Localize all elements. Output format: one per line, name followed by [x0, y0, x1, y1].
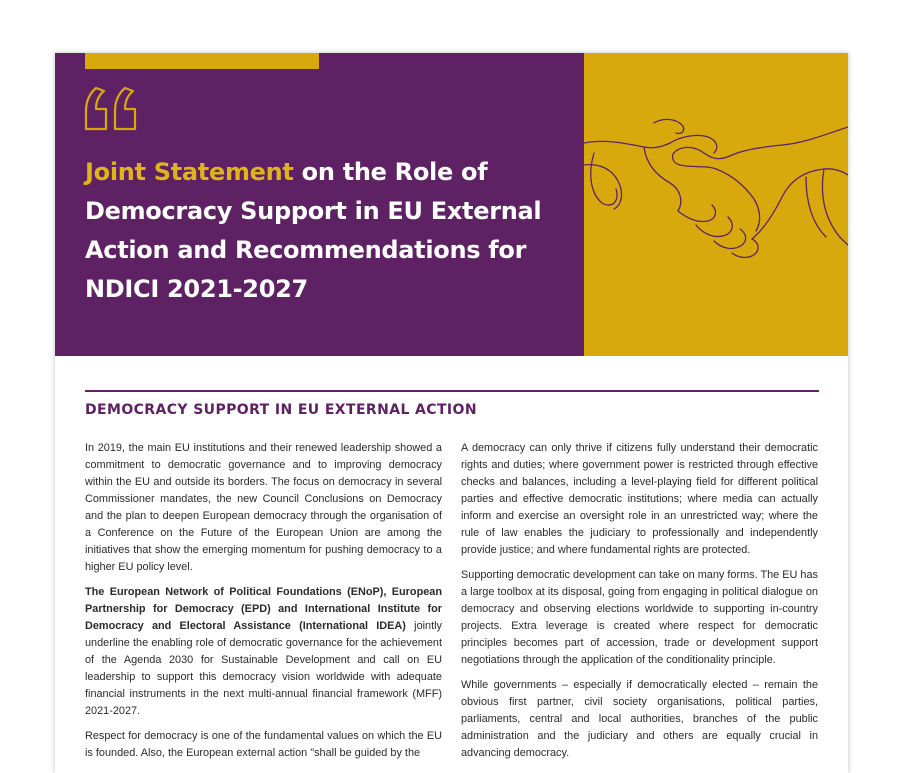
section-heading: DEMOCRACY SUPPORT IN EU EXTERNAL ACTION [85, 402, 477, 418]
title-rest: on the Role of Democracy Support in EU External Action and Recommendations for NDICI 2021-2027 [85, 158, 542, 303]
left-paragraph-1: In 2019, the main EU institutions and their renewed leadership showed a commitment to democratic governance and to improving democracy within the EU and outside its borders. The focus on democracy in several Commissioner mandates, the new Council Conclusions on Democracy and the plan to deepen European democracy through the organisation of a Conference on the Future of the European Union are among the initiatives that show the emerging momentum for pushing democracy to a higher EU policy level. [85, 442, 442, 573]
section-divider [85, 390, 819, 392]
right-column [461, 440, 818, 770]
handshake-line-art [584, 113, 848, 293]
right-paragraph-2: Supporting democratic development can take on many forms. The EU has a large toolbox at its disposal, going from engaging in political dialogue on democracy and observing elections worldwide to supporting in-country projects. Extra leverage is created where respect for democratic principles becomes part of accession, trade or development support negotiations through the application of the conditionality principle. [461, 569, 818, 666]
quote-mark-icon [84, 84, 144, 134]
accent-bar [85, 53, 319, 69]
left-paragraph-3: Respect for democracy is one of the fundamental values on which the EU is founded. Also, the European external action "shall be guided by the [85, 730, 442, 759]
document-page [55, 53, 848, 773]
left-paragraph-2 [85, 584, 442, 720]
right-paragraph-1: A democracy can only thrive if citizens fully understand their democratic rights and duties; where government power is restricted through effective checks and balances, including a level-playing field for different political parties and effective democratic institutions; where media can actually inform and exercise an oversight role in an unrestricted way; where the rule of law enables the judiciary to professionally and independently provide justice; and where fundamental rights are protected. [461, 442, 818, 556]
left-paragraph-2-rest: jointly underline the enabling role of democratic governance for the achievement of the Agenda 2030 for Sustainable Development and call on EU leadership to support this democracy vision worldwide with adequate financial instruments in the next multi-annual financial framework (MFF) 2021-2027. [85, 620, 443, 717]
hero-illustration-panel [584, 53, 848, 356]
title-highlight: Joint Statement [85, 158, 294, 186]
right-paragraph-3: While governments – especially if democratically elected – remain the obvious first partner, civil society organisations, political parties, parliaments, central and local authorities, branches of the public administration and the judiciary and others are equally crucial in advancing democracy. [461, 679, 818, 759]
left-column [85, 440, 442, 770]
document-title [85, 153, 580, 309]
left-paragraph-2-bold: The European Network of Political Foundations (ENoP), European Partnership for Democracy (EPD) and International Institute for Democracy and Electoral Assistance (International IDEA) [85, 586, 442, 632]
hero-banner [55, 53, 584, 356]
